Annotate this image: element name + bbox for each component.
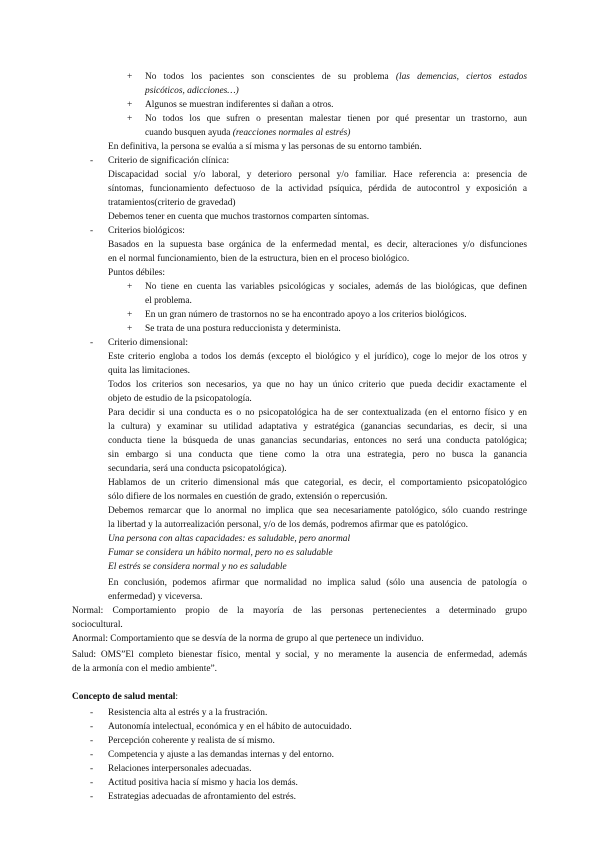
paragraph-line: conducta tiene la búsqueda de unas ganancias secundarias, entonces no será una conducta patológica; [108,436,527,446]
paragraph-line: enfermedad) y viceversa. [108,592,203,602]
plus-bullet: + [127,114,133,124]
paragraph-line: Este criterio engloba a todos los demás (excepto el biológico y el jurídico), coge lo mejor de los otros y [108,352,527,362]
paragraph-line: secundaria, será una conducta psicopatológica). [108,464,287,474]
paragraph-line: En conclusión, podemos afirmar que normalidad no implica salud (sólo una ausencia de patología o [108,578,527,588]
paragraph-line: Basados en la supuesta base orgánica de la enfermedad mental, es decir, alteraciones y/o disfunciones [108,240,527,250]
paragraph-line: la cultura) y examinar su utilidad adaptativa y estratégica (ganancias secundarias, es decir, si una [108,422,527,432]
bullet-text: No tiene en cuenta las variables psicológicas y sociales, además de las biológicas, que definen [145,282,527,292]
section-title: Criterio dimensional: [108,338,188,348]
plus-bullet: + [127,100,133,110]
dash-bullet: - [90,226,94,236]
paragraph-line: en el normal funcionamiento, bien de la estructura, bien en el proceso biológico. [108,254,410,264]
paragraph-line: Debemos remarcar que lo anormal no implica que sea necesariamente patológico, sólo cuando restringe [108,506,527,516]
plus-bullet: + [127,282,133,292]
example-line: El estrés se considera normal y no es saludable [108,562,287,572]
list-item: Relaciones interpersonales adecuadas. [108,764,252,774]
paragraph-line: Discapacidad social y/o laboral, y deterioro personal y/o familiar. Hace referencia a: presencia de [108,170,527,180]
example-line: Una persona con altas capacidades: es saludable, pero anormal [108,534,351,544]
list-item: Competencia y ajuste a las demandas internas y del entorno. [108,750,334,760]
paragraph-line: sólo difiere de los normales en cuestión de grado, extensión o repercusión. [108,492,388,502]
paragraph-line: sin embargo si una conducta que tiene como la otra una estrategia, pero no busca la ganancia [108,450,527,460]
dash-bullet: - [90,338,94,348]
dash-bullet: - [90,792,94,802]
dash-bullet: - [90,156,94,166]
definition-anormal: Anormal: Comportamiento que se desvía de la norma de grupo al que pertenece un individuo. [72,634,424,644]
dash-bullet: - [90,750,94,760]
bullet-text: No todos los pacientes son conscientes de su problema (las demencias, ciertos estados [145,72,527,82]
plus-bullet: + [127,324,133,334]
paragraph-line: Hablamos de un criterio dimensional más que categorial, es decir, el comportamiento psicopatológico [108,478,527,488]
section-title: Criterio de significación clínica: [108,156,230,166]
definition-normal: sociocultural. [72,620,123,630]
paragraph-line: Todos los criterios son necesarios, ya que no hay un único criterio que pueda decidir exactamente el [108,380,527,390]
sublabel: Puntos débiles: [108,268,166,278]
section-title: Criterios biológicos: [108,226,185,236]
bullet-text: cuando busquen ayuda (reacciones normales al estrés) [145,128,351,138]
paragraph-line: quita las limitaciones. [108,366,191,376]
bullet-text: Se trata de una postura reduccionista y determinista. [145,324,341,334]
dash-bullet: - [90,764,94,774]
dash-bullet: - [90,778,94,788]
definition-normal: Normal: Comportamiento propio de la mayoría de las personas pertenecientes a determinado grupo [72,606,527,616]
example-line: Fumar se considera un hábito normal, pero no es saludable [108,548,333,558]
paragraph-line: Debemos tener en cuenta que muchos trastornos comparten síntomas. [108,212,370,222]
list-item: Autonomía intelectual, económica y en el hábito de autocuidado. [108,722,352,732]
bullet-text: Algunos se muestran indiferentes si dañan a otros. [145,100,334,110]
paragraph-line: objeto de estudio de la psicopatología. [108,394,252,404]
definition-salud: Salud: OMS”El completo bienestar físico, mental y social, y no meramente la ausencia de enfermedad, además [72,650,527,660]
dash-bullet: - [90,722,94,732]
bullet-text: No todos los que sufren o presentan malestar tienen por qué presentar un trastorno, aun [145,114,527,124]
list-item: Actitud positiva hacia sí mismo y hacia los demás. [108,778,298,788]
bullet-text: En un gran número de trastornos no se ha encontrado apoyo a los criterios biológicos. [145,310,467,320]
paragraph-line: síntomas, funcionamiento defectuoso de la actividad psíquica, pérdida de autocontrol y exposición a [108,184,527,194]
bullet-text: el problema. [145,296,192,306]
paragraph-line: la libertad y la autorrealización personal, y/o de los demás, podremos afirmar que es patológico. [108,520,469,530]
paragraph-line: En definitiva, la persona se evalúa a sí misma y las personas de su entorno también. [108,142,422,152]
heading-text: Concepto de salud mental [72,692,176,702]
section-heading: Concepto de salud mental: [72,692,178,702]
list-item: Estrategias adecuadas de afrontamiento del estrés. [108,792,296,802]
dash-bullet: - [90,736,94,746]
bullet-text: psicóticos, adicciones…) [145,86,239,96]
paragraph-line: Para decidir si una conducta es o no psicopatológica ha de ser contextualizada (en el entorno físico y en [108,408,527,418]
paragraph-line: tratamientos(criterio de gravedad) [108,198,236,208]
plus-bullet: + [127,72,133,82]
list-item: Percepción coherente y realista de sí mismo. [108,736,275,746]
definition-salud: de la armonía con el medio ambiente”. [72,664,217,674]
list-item: Resistencia alta al estrés y a la frustración. [108,708,268,718]
plus-bullet: + [127,310,133,320]
dash-bullet: - [90,708,94,718]
